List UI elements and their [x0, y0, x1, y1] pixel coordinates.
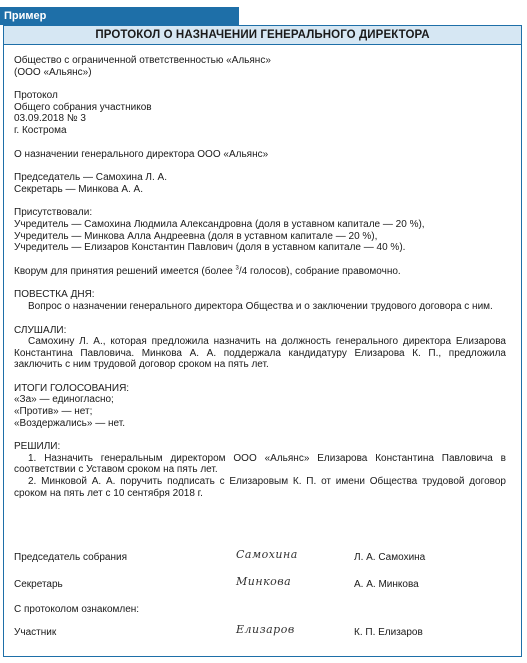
signature-name: К. П. Елизаров [354, 627, 423, 638]
heard-text: Самохину Л. А., которая предложила назначить на должность генерального директора Елизарова Константина Павловича. Минкова А. А. поддержала кандидатуру Елизарова К. П., предложила заключить с ним трудовой договор сроком на пять лет. [14, 336, 506, 371]
handwritten-signature: Самохина [236, 548, 298, 561]
acquainted-line: С протоколом ознакомлен: [14, 604, 140, 615]
vote-abstain: «Воздержались» — нет. [14, 417, 126, 429]
secretary-line: Секретарь — Минкова А. А. [14, 183, 144, 195]
present-item: Учредитель — Самохина Людмила Александровна (доля в уставном капитале — 20 %), [14, 218, 425, 230]
decided-heading: РЕШИЛИ: [14, 441, 61, 453]
agenda-heading: ПОВЕСТКА ДНЯ: [14, 289, 95, 301]
signature-role: Участник [14, 627, 57, 638]
org-name: Общество с ограниченной ответственностью «Альянс» [14, 55, 271, 66]
present-item: Учредитель — Минкова Алла Андреевна (доля в уставном капитале — 20 %), [14, 230, 378, 242]
vote-for: «За» — единогласно; [14, 394, 114, 406]
signature-row-secretary [14, 575, 506, 593]
document-title: ПРОТОКОЛ О НАЗНАЧЕНИИ ГЕНЕРАЛЬНОГО ДИРЕКТОРА [4, 26, 521, 45]
heard-heading: СЛУШАЛИ: [14, 324, 67, 336]
doc-issuer: Общего собрания участников [14, 101, 152, 113]
doc-type: Протокол [14, 90, 58, 102]
decided-item: 2. Минковой А. А. поручить подписать с Елизаровым К. П. от имени Общества трудовой договор сроком на пять лет с 10 сентября 2018 г. [14, 476, 506, 499]
signature-role: Председатель собрания [14, 552, 128, 563]
vote-against: «Против» — нет; [14, 406, 93, 418]
present-heading: Присутствовали: [14, 207, 93, 219]
document-body [14, 55, 506, 499]
signature-row-chair [14, 548, 506, 566]
decided-item: 1. Назначить генеральным директором ООО «Альянс» Елизарова Константина Павловича в соответствии с Уставом сроком на пять лет. [14, 452, 506, 476]
agenda-text: Вопрос о назначении генерального директора Общества и о заключении трудового договора с ним. [28, 300, 493, 312]
handwritten-signature: Елизаров [236, 623, 295, 636]
doc-city: г. Кострома [14, 124, 67, 136]
doc-date-number: 03.09.2018 № 3 [14, 113, 86, 125]
example-tag: Пример [0, 7, 239, 25]
signature-name: А. А. Минкова [354, 579, 419, 590]
chair-line: Председатель — Самохина Л. А. [14, 172, 167, 184]
quorum-line: Кворум для принятия решений имеется (более $^3$/4 голосов), собрание правомочно. [14, 265, 401, 277]
present-item: Учредитель — Елизаров Константин Павлович (доля в уставном капитале — 40 %). [14, 242, 406, 254]
signature-row-participant [14, 623, 506, 641]
doc-subject: О назначении генерального директора ООО «Альянс» [14, 148, 269, 160]
handwritten-signature: Минкова [236, 575, 292, 588]
signature-role: Секретарь [14, 579, 63, 590]
voting-heading: ИТОГИ ГОЛОСОВАНИЯ: [14, 382, 130, 394]
signature-name: Л. А. Самохина [354, 552, 426, 563]
org-short-name: (ООО «Альянс») [14, 66, 92, 78]
